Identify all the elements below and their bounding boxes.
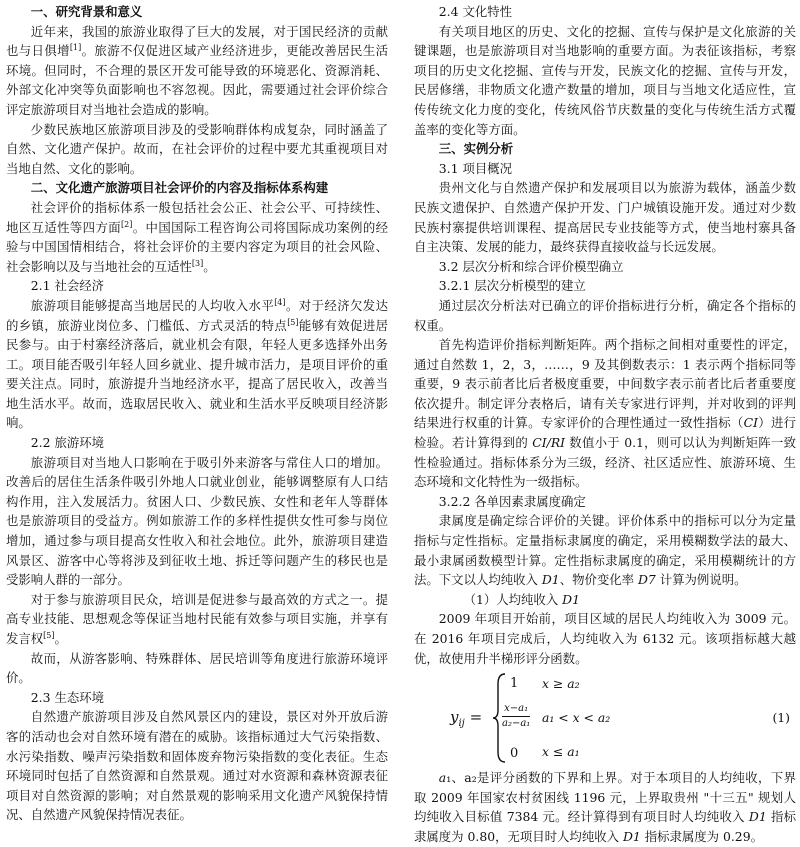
case-2-condition: a₁ < x < a₂: [542, 710, 611, 726]
paragraph: 旅游项目对当地人口影响在于吸引外来游客与常住人口的增加。改善后的居住生活条件吸引外地人口就业创业，能够调整原有人口结构作用，注入发展活力。贫困人口、少数民族、女性和老年人等群体也是旅游项目的受益方。例如旅游工作的多样性提供女性可参与岗位增加，通过参与项目提高女性收入和社会地位。此外，旅游项目建造风景区、游客中心等将涉及到征收土地、拆迁等问题产生的移民也是受影响人群的一部分。: [6, 454, 388, 588]
section-2-2-title: 2.2 旅游环境: [30, 435, 105, 451]
paragraph: 有关项目地区的历史、文化的挖掘、宣传与保护是文化旅游的关键课题，也是旅游项目对当地影响的重要方面。为表征该指标，考察项目的历史文化挖掘、宣传与开发，民族文化的挖掘、宣传与开发，民居修缮，非物质文化遗产数量的增加，项目与当地文化适应性，宣传传统文化力度的变化，传统风俗节庆数量的变化与传统生活方式覆盖率的变化等方面。: [414, 23, 796, 137]
ci-ri-symbol: CI/RI: [532, 435, 566, 451]
ci-symbol: CI: [743, 415, 758, 431]
citation: [2]: [121, 219, 133, 229]
section-3-title: 三、实例分析: [438, 141, 514, 157]
section-2-title: 二、文化遗产旅游项目社会评价的内容及指标体系构建: [30, 180, 329, 196]
right-column: [414, 2, 796, 847]
paragraph: 近年来，我国的旅游业取得了巨大的发展，对于国民经济的贡献也与日俱增[1]。旅游不仅促进区域产业经济进步，更能改善居民生活环境。但同时，不合理的景区开发可能导致的环境恶化、资源消耗、外部文化冲突等负面影响也不容忽视。因此，需要通过社会评价综合评定旅游项目对当地社会造成的影响。: [6, 23, 388, 117]
section-2-4-title: 2.4 文化特性: [438, 4, 513, 19]
paragraph: 对于参与旅游项目民众，培训是促进参与最高效的方式之一。提高专业技能、思想观念等保证当地村民能有效参与项目实施，并享有发言权[5]。: [6, 591, 388, 646]
item-1-title: （1）人均纯收入 D1: [463, 591, 580, 607]
citation: [5]: [287, 317, 299, 327]
case-2-fraction: $\frac{\text{x−a₁}}{\text{a₂−a₁}}$: [502, 703, 531, 730]
section-3-1-title: 3.1 项目概况: [438, 160, 513, 176]
paragraph: 通过层次分析法对已确立的评价指标进行分析，确定各个指标的权重。: [414, 297, 796, 333]
section-2-1-title: 2.1 社会经济: [30, 278, 105, 294]
paragraph: a₁、a₂是评分函数的下界和上界。对于本项目的人均纯收，下界取 2009 年国家农村贫困线 1196 元，上界取贵州 "十三五" 规划人均纯收入目标值 7384 元。经计算得到有项目时人均纯收入 D1 指标隶属度为 0.80，无项目时人均纯收入 D1 指标隶属度为 0.29。: [414, 770, 796, 844]
case-3-value: 0: [510, 746, 519, 762]
section-3-2-1-title: 3.2.1 层次分析模型的建立: [438, 278, 586, 294]
equation-1: [414, 670, 796, 766]
paragraph: 少数民族地区旅游项目涉及的受影响群体构成复杂，同时涵盖了自然、文化遗产保护。故而，在社会评价的过程中要尤其重视项目对当地自然、文化的影响。: [6, 121, 388, 176]
paragraph: 旅游项目能够提高当地居民的人均收入水平[4]。对于经济欠发达的乡镇，旅游业岗位多、门槛低、方式灵活的特点[5]能够有效促进居民参与。由于村寨经济落后，就业机会有限，年轻人更多选择外出务工。项目能否吸引年轻人回乡就业、提升城市活力，是项目评价的重要关注点。同时，旅游提升当地经济水平，提高了居民收入，改善当地生活水平。故而，选取居民收入、就业和生活水平反映项目经济影响。: [6, 297, 389, 431]
paragraph: 自然遗产旅游项目涉及自然风景区内的建设，景区对外开放后游客的活动也会对自然环境有潜在的威胁。该指标通过大气污染指数、水污染指数、噪声污染指数和固体废弃物污染指数的变化表征。生态环境同时包括了自然资源和自然景观。通过对水资源和森林资源表征项目对自然资源的影响；对自然景观的影响采用文化遗产风貌保持情况、自然遗产风貌保持情况表征。: [6, 709, 388, 823]
citation: [1]: [69, 43, 82, 53]
left-column: [6, 2, 388, 825]
section-2-3-title: 2.3 生态环境: [30, 689, 105, 705]
citation: [5]: [43, 630, 55, 640]
section-3-2-2-title: 3.2.2 各单因素隶属度确定: [438, 493, 586, 509]
case-1-condition: x ≥ a₂: [542, 676, 580, 692]
citation: [3]: [191, 258, 204, 268]
paragraph: 故而，从游客影响、特殊群体、居民培训等角度进行旅游环境评价。: [6, 650, 388, 686]
case-1-value: 1: [510, 676, 519, 692]
citation: [4]: [274, 297, 286, 307]
paragraph: 首先构造评价指标判断矩阵。两个指标之间相对重要性的评定，通过自然数 1，2，3，……，9 及其倒数表示：1 表示两个指标同等重要，9 表示前者比后者极度重要，中间数字表示前者比后者重要度依次提升。制定评分表格后，请有关专家进行评判，并对收到的评判结果进行权重的计算。专家评价的合理性通过一致性指标（CI）进行检验。若计算得到的 CI/RI 数值小于 0.1，则可以认为判断矩阵一致性检验通过。指标体系分为三级，经济、社区适应性、旅游环境、生态环境和文化特性为一级指标。: [414, 337, 797, 490]
paragraph: 2009 年项目开始前，项目区域的居民人均纯收入为 3009 元。在 2016 年项目完成后，人均纯收入为 6132 元。该项指标越大越优，故使用升半梯形评分函数。: [414, 611, 796, 666]
paragraph: 隶属度是确定综合评价的关键。评价体系中的指标可以分为定量指标与定性指标。定量指标隶属度的确定，采用模糊数学法的最大、最小隶属函数模型计算。定性指标隶属度的确定，采用模糊统计的方法。下文以人均纯收入 D1、物价变化率 D7 计算为例说明。: [414, 513, 796, 588]
paragraph: 社会评价的指标体系一般包括社会公正、社会公平、可持续性、地区互适性等四方面[2]。中国国际工程咨询公司将国际成功案例的经验与中国国情相结合，将社会评价的主要内容定为项目的社会风险、社会影响以及与当地社会的互适性[3]。: [6, 199, 388, 274]
case-3-condition: x ≤ a₁: [542, 744, 580, 760]
equation-number: (1): [772, 710, 790, 726]
paragraph: 贵州文化与自然遗产保护和发展项目以为旅游为载体，涵盖少数民族文遗保护、自然遗产保护开发、门户城镇设施开发。通过对少数民族村寨提供培训课程、提高居民专业技能等方式，使当地村寨具备自主决策、发展的能力，最终获得直接收益与长远发展。: [414, 180, 796, 255]
section-3-2-title: 3.2 层次分析和综合评价模型确立: [438, 258, 624, 274]
equation-lhs: $y_{ij}$ =: [450, 708, 483, 730]
section-1-title: 一、研究背景和意义: [30, 4, 143, 19]
